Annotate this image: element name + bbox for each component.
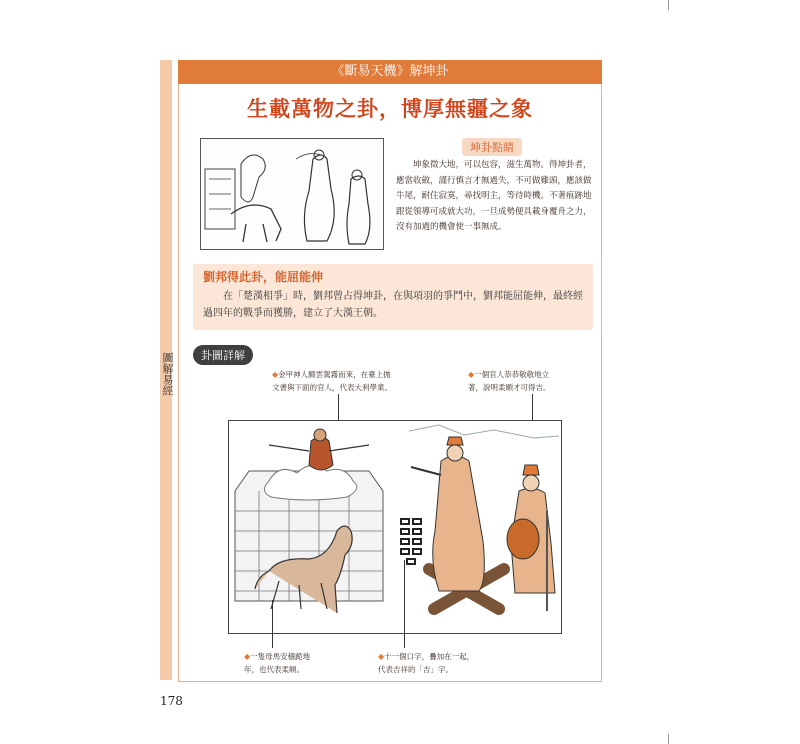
note-top-right: ◆一個官人恭恭敬敬地立 著，說明柔順才可得吉。 [468,370,551,392]
page-number: 178 [160,694,183,708]
diamond-icon: ◆ [468,370,475,379]
side-label: 圖解易經 [161,352,174,396]
diamond-icon: ◆ [244,652,251,661]
story-text: 在「楚漢相爭」時，劉邦曾占得坤卦，在與項羽的爭鬥中，劉邦能屈能伸，最終經過四年的戰爭而獲勝，建立了大漢王朝。 [203,291,583,319]
header-bar: 《斷易天機》解坤卦 [178,60,602,84]
key-points-tag: 坤卦點睛 [462,138,522,156]
note-bottom-right: ◆十一個口字，疊加在一起， 代表吉祥的「吉」字。 [378,652,475,674]
hexagram-illustration [228,420,562,634]
diamond-icon: ◆ [272,370,279,379]
diamond-icon: ◆ [378,652,385,661]
story-title: 劉邦得此卦，能屈能伸 [203,270,324,284]
crop-mark [668,0,669,10]
woodcut-illustration [200,138,384,250]
diagram-section-label: 卦圖詳解 [193,345,253,365]
leader-line [272,600,273,648]
note-top-left: ◆金甲神人騎雲駕霧而來，在臺上拋 文書與下面的官人，代表大利學業。 [272,370,392,392]
key-points-text: 坤象徵大地，可以包容，滋生萬物。得坤卦者，應當收斂，謹行慎言才無過失，不可做雞頭，應該做牛尾，耐住寂寞，尋找明主，等待時機。不著痕跡地跟從領導可成就大功，一旦成勢便具載身覆舟之力，沒有加過的機會使一事無成。 [396,160,592,232]
leader-line [404,560,405,648]
crop-mark [668,734,669,744]
note-bottom-left: ◆一隻母馬安穩跪地 年，也代表柔順。 [244,652,311,674]
headline: 生載萬物之卦，博厚無疆之象 [247,97,533,121]
